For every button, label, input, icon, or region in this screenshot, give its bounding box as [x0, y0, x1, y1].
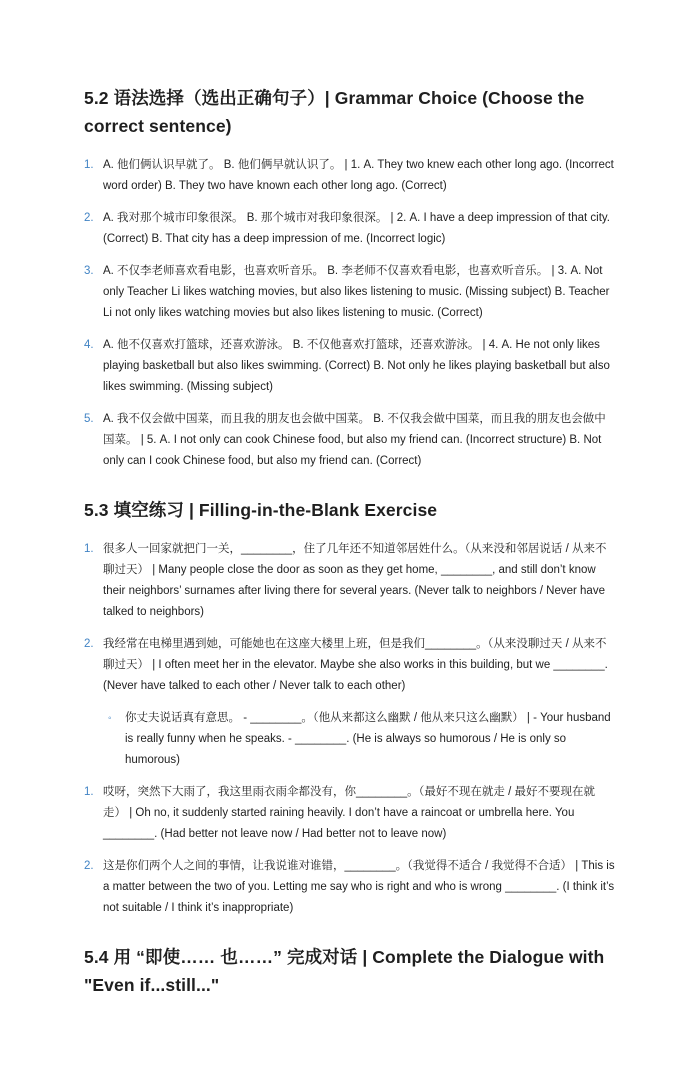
list-item [84, 539, 616, 623]
list-item-marker: 1. [84, 543, 94, 555]
list-item [84, 634, 616, 697]
section-heading-grammar-choice: 5.2 语法选择（选出正确句子）| Grammar Choice (Choose the correct sentence) [84, 88, 585, 136]
list-item [84, 782, 616, 845]
list-item [84, 335, 616, 398]
list-item-text: 我经常在电梯里遇到她，可能她也在这座大楼里上班，但是我们________。（从来没聊过天 / 从来不聊过天） | I often meet her in the elevator. Maybe she also works in this building, but we ________. (Never have talked to each other / Never talk to each other) [103, 638, 608, 692]
list-item-text: 这是你们两个人之间的事情，让我说谁对谁错，________。（我觉得不适合 / 我觉得不合适） | This is a matter between the two of you. Letting me say who is right and who is wrong ________. (I think it’s not suitable / I think it’s inappropriate) [103, 860, 615, 914]
list-item-text: 你丈夫说话真有意思。 - ________。（他从来都这么幽默 / 他从来只这么幽默） | - Your husband is really funny when he speaks. - ________. (He is always so humorous / He is only so humorous) [125, 712, 611, 766]
list-item [84, 208, 616, 250]
list-item-text: A. 他不仅喜欢打篮球，还喜欢游泳。 B. 不仅他喜欢打篮球，还喜欢游泳。 | 4. A. He not only likes playing basketball but also likes swimming. (Correct) B. Not only he likes playing basketball but also likes swimming. (Missing subject) [103, 339, 610, 393]
list-item-marker: 1. [84, 786, 94, 798]
list-item-text: 哎呀，突然下大雨了，我这里雨衣雨伞都没有，你________。（最好不现在就走 / 最好不要现在就走） | Oh no, it suddenly started raining heavily. I don’t have a raincoat or umbrella here. You ________. (Had better not leave now / Had better not to leave now) [103, 786, 595, 840]
fill-in-blank-list-a [84, 539, 616, 771]
list-item-marker: 1. [84, 159, 94, 171]
grammar-choice-list [84, 155, 616, 472]
section-heading-fill-in-blank: 5.3 填空练习 | Filling-in-the-Blank Exercise [84, 500, 438, 520]
section-grammar-choice [84, 84, 616, 472]
section-complete-dialogue [84, 943, 616, 999]
sub-bullet-icon: ◦ [108, 713, 112, 724]
list-item-text: 很多人一回家就把门一关，________，住了几年还不知道邻居姓什么。（从来没和邻居说话 / 从来不聊过天） | Many people close the door as soon as they get home, ________, and still don’t know their neighbors’ surnames after living there for several years. (Never talk to neighbors / Never have talked to neighbors) [103, 543, 607, 618]
list-item-marker: 2. [84, 860, 94, 872]
list-item-marker: 5. [84, 413, 94, 425]
list-item [84, 261, 616, 324]
list-item-text: A. 他们俩认识早就了。 B. 他们俩早就认识了。 | 1. A. They two knew each other long ago. (Incorrect word order) B. They two have known each other long ago. (Correct) [103, 159, 614, 192]
list-item-marker: 4. [84, 339, 94, 351]
list-item-text: A. 不仅李老师喜欢看电影，也喜欢听音乐。 B. 李老师不仅喜欢看电影，也喜欢听音乐。 | 3. A. Not only Teacher Li likes watching movies, but also likes listening to music. (Missing subject) B. Teacher Li not only likes watching movies but also likes listening to music. (Correct) [103, 265, 610, 319]
sub-list-item [108, 708, 616, 771]
section-fill-in-blank [84, 496, 616, 919]
list-item [84, 409, 616, 472]
list-item [84, 856, 616, 919]
fill-in-blank-list-b [84, 782, 616, 919]
list-item [84, 155, 616, 197]
list-item-text: A. 我不仅会做中国菜，而且我的朋友也会做中国菜。 B. 不仅我会做中国菜，而且我的朋友也会做中国菜。 | 5. A. I not only can cook Chinese food, but also my friend can. (Incorrect structure) B. Not only can I cook Chinese food, but also my friend can. (Correct) [103, 413, 606, 467]
list-item-text: A. 我对那个城市印象很深。 B. 那个城市对我印象很深。 | 2. A. I have a deep impression of that city. (Correct) B. That city has a deep impression of me. (Incorrect logic) [103, 212, 610, 245]
list-item-marker: 2. [84, 638, 94, 650]
list-item-marker: 2. [84, 212, 94, 224]
section-heading-complete-dialogue: 5.4 用 “即使…… 也……” 完成对话 | Complete the Dialogue with "Even if...still..." [84, 947, 605, 995]
list-item-marker: 3. [84, 265, 94, 277]
